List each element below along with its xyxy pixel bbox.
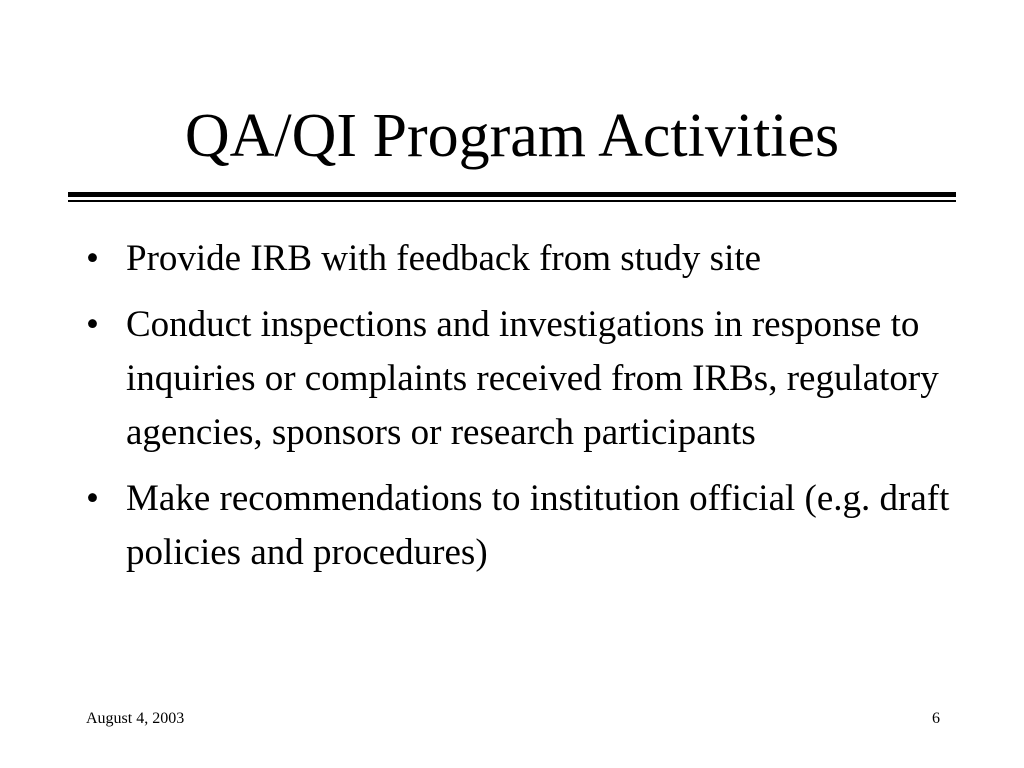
bullet-marker: • — [86, 238, 99, 279]
bullet-text: Conduct inspections and investigations in response to inquiries or complaints received from IRBs, regulatory agencies, sponsors or research participants — [126, 304, 939, 453]
bullet-text: Provide IRB with feedback from study site — [126, 238, 762, 279]
page-number: 6 — [932, 710, 940, 727]
bullet-item — [86, 298, 956, 460]
footer-date: August 4, 2003 — [86, 710, 185, 727]
bullet-list — [86, 232, 956, 592]
bullet-item — [86, 232, 956, 286]
title-divider-thick — [68, 192, 956, 197]
bullet-marker: • — [86, 478, 99, 519]
bullet-text: Make recommendations to institution official (e.g. draft policies and procedures) — [126, 478, 950, 573]
slide-title: QA/QI Program Activities — [184, 102, 840, 170]
bullet-item — [86, 472, 956, 580]
bullet-marker: • — [86, 304, 99, 345]
title-divider-thin — [68, 200, 956, 202]
